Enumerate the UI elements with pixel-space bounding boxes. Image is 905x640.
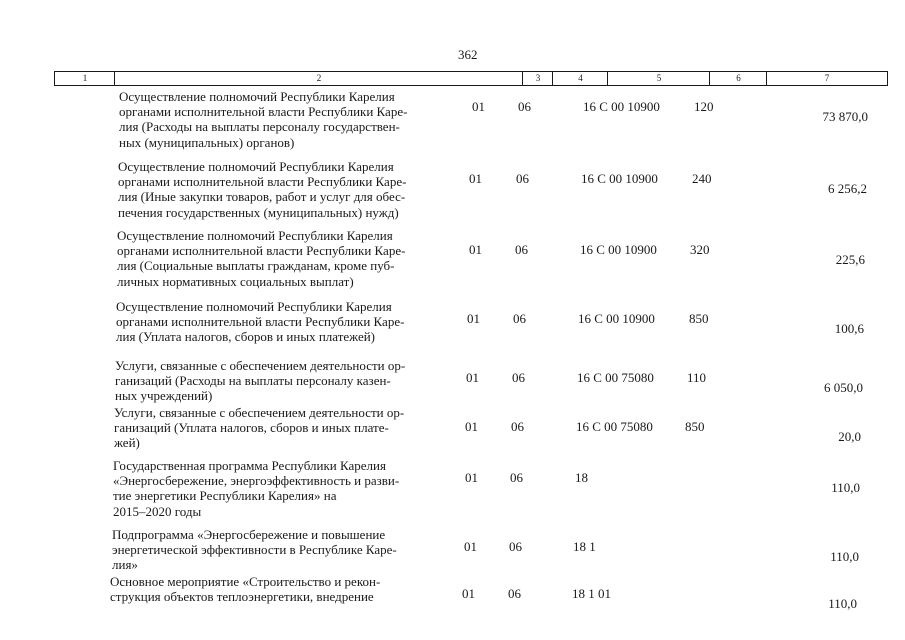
section-code: 01 bbox=[466, 370, 479, 385]
table-header bbox=[54, 71, 887, 86]
row-description: Осуществление полномочий Республики Карелия органами исполнительной власти Республики Каре- лия (Расходы на выплаты персоналу государствен- ных (муниципальных) органов) bbox=[119, 89, 408, 150]
subsection-code: 06 bbox=[516, 171, 529, 186]
section-code: 01 bbox=[469, 242, 482, 257]
subsection-code: 06 bbox=[518, 99, 531, 114]
section-code: 01 bbox=[465, 470, 478, 485]
row-description: Подпрограмма «Энергосбережение и повышение энергетической эффективности в Республике Каре- лия» bbox=[112, 527, 397, 573]
row-description: Услуги, связанные с обеспечением деятельности ор- ганизаций (Расходы на выплаты персоналу казен- ных учреждений) bbox=[115, 358, 406, 404]
target-article-code: 16 С 00 10900 bbox=[583, 99, 660, 114]
row-description: Услуги, связанные с обеспечением деятельности ор- ганизаций (Уплата налогов, сборов и иных плате- жей) bbox=[114, 405, 405, 451]
subsection-code: 06 bbox=[515, 242, 528, 257]
amount: 110,0 bbox=[828, 596, 857, 611]
section-code: 01 bbox=[462, 586, 475, 601]
target-article-code: 16 С 00 75080 bbox=[577, 370, 654, 385]
column-header-3: 3 bbox=[522, 71, 553, 86]
subsection-code: 06 bbox=[511, 419, 524, 434]
row-description: Основное мероприятие «Строительство и рекон- струкция объектов теплоэнергетики, внедрение bbox=[110, 574, 381, 605]
section-code: 01 bbox=[469, 171, 482, 186]
row-description: Осуществление полномочий Республики Карелия органами исполнительной власти Республики Каре- лия (Иные закупки товаров, работ и услуг для обес- печения государственных (муниципальных) нужд) bbox=[118, 159, 407, 220]
target-article-code: 16 С 00 10900 bbox=[578, 311, 655, 326]
section-code: 01 bbox=[464, 539, 477, 554]
expense-type-code: 120 bbox=[694, 99, 714, 114]
target-article-code: 16 С 00 10900 bbox=[581, 171, 658, 186]
subsection-code: 06 bbox=[509, 539, 522, 554]
column-header-5: 5 bbox=[607, 71, 710, 86]
column-header-7: 7 bbox=[766, 71, 888, 86]
section-code: 01 bbox=[465, 419, 478, 434]
expense-type-code: 320 bbox=[690, 242, 710, 257]
amount: 110,0 bbox=[830, 549, 859, 564]
amount: 6 256,2 bbox=[828, 181, 867, 196]
section-code: 01 bbox=[467, 311, 480, 326]
subsection-code: 06 bbox=[513, 311, 526, 326]
column-header-2: 2 bbox=[114, 71, 523, 86]
amount: 110,0 bbox=[831, 480, 860, 495]
amount: 73 870,0 bbox=[822, 109, 868, 124]
row-description: Государственная программа Республики Карелия «Энергосбережение, энергоэффективность и разви- тие энергетики Республики Карелия» на 2015–2020 годы bbox=[113, 458, 400, 519]
page-number: 362 bbox=[458, 47, 478, 62]
expense-type-code: 850 bbox=[689, 311, 709, 326]
section-code: 01 bbox=[472, 99, 485, 114]
expense-type-code: 240 bbox=[692, 171, 712, 186]
row-description: Осуществление полномочий Республики Карелия органами исполнительной власти Республики Каре- лия (Уплата налогов, сборов и иных платежей) bbox=[116, 299, 405, 345]
target-article-code: 18 1 bbox=[573, 539, 596, 554]
expense-type-code: 110 bbox=[687, 370, 707, 385]
target-article-code: 18 bbox=[575, 470, 588, 485]
column-header-4: 4 bbox=[552, 71, 608, 86]
target-article-code: 16 С 00 10900 bbox=[580, 242, 657, 257]
target-article-code: 16 С 00 75080 bbox=[576, 419, 653, 434]
amount: 225,6 bbox=[835, 252, 865, 267]
amount: 20,0 bbox=[838, 429, 861, 444]
row-description: Осуществление полномочий Республики Карелия органами исполнительной власти Республики Каре- лия (Социальные выплаты гражданам, кроме пуб- личных нормативных социальных выплат) bbox=[117, 228, 406, 289]
subsection-code: 06 bbox=[512, 370, 525, 385]
subsection-code: 06 bbox=[508, 586, 521, 601]
amount: 6 050,0 bbox=[824, 380, 863, 395]
column-header-6: 6 bbox=[709, 71, 767, 86]
target-article-code: 18 1 01 bbox=[572, 586, 611, 601]
expense-type-code: 850 bbox=[685, 419, 705, 434]
column-header-1: 1 bbox=[54, 71, 115, 86]
subsection-code: 06 bbox=[510, 470, 523, 485]
amount: 100,6 bbox=[834, 321, 864, 336]
